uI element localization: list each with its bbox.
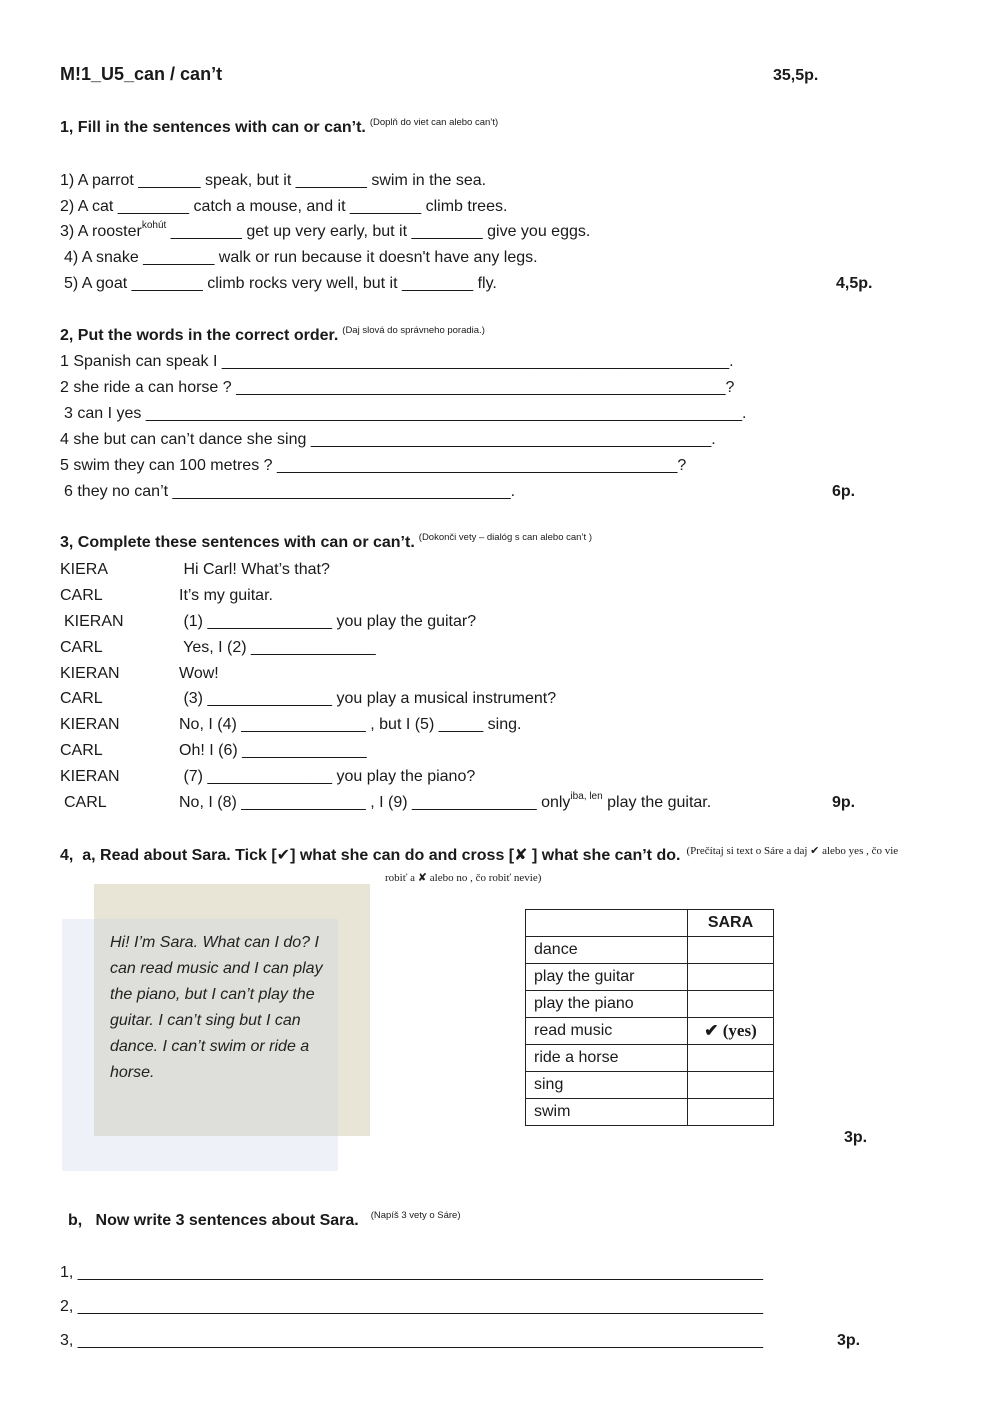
ex4b-heading	[68, 1211, 461, 1233]
dialog-speaker-7: KIERAN	[60, 716, 120, 733]
answer-cell[interactable]	[688, 991, 774, 1018]
dialog-line-7: No, I (4) ______________ , but I (5) _____ sing.	[179, 716, 522, 733]
dialog-line-10-start: No, I (8) ______________ , I (9) ______________ only	[179, 794, 571, 811]
dialog-line-10	[179, 793, 711, 815]
ex1-points: 4,5p.	[836, 275, 873, 292]
ex2-item-5: 5 swim they can 100 metres ? _____________________________________________?	[60, 457, 687, 474]
answer-line-2[interactable]: 2, _____________________________________________________________________________	[60, 1298, 763, 1315]
ex1-heading-text: 1, Fill in the sentences with can or can’t.	[60, 119, 366, 136]
dialog-speaker-2: CARL	[60, 587, 103, 604]
table-row	[526, 1099, 774, 1126]
activity-cell: dance	[526, 937, 688, 964]
ex4b-points: 3p.	[837, 1332, 861, 1349]
table-row	[526, 1018, 774, 1045]
dialog-line-6: (3) ______________ you play a musical instrument?	[179, 690, 557, 707]
ex1-item-3-note: kohút	[141, 220, 167, 231]
ex2-item-2: 2 she ride a can horse ? _______________________________________________________?	[60, 379, 735, 396]
dialog-line-8: Oh! I (6) ______________	[179, 742, 367, 759]
dialog-speaker-8: CARL	[60, 742, 103, 759]
answer-line-1[interactable]: 1, _____________________________________________________________________________	[60, 1264, 763, 1281]
ex4-points: 3p.	[844, 1129, 868, 1146]
ex1-item-5: 5) A goat ________ climb rocks very well, but it ________ fly.	[64, 275, 497, 292]
answer-cell[interactable]	[688, 964, 774, 991]
answer-cell[interactable]	[688, 1045, 774, 1072]
ex3-note: (Dokonči vety – dialóg s can alebo can’t )	[418, 532, 592, 543]
ex2-item-4: 4 she but can can’t dance she sing _____________________________________________.	[60, 431, 716, 448]
dialog-speaker-10: CARL	[64, 794, 107, 811]
ex4-note-1: (Prečítaj si text o Sáre a daj ✔ alebo yes , čo vie	[686, 845, 899, 857]
activity-cell: read music	[526, 1018, 688, 1045]
ex1-item-1: 1) A parrot _______ speak, but it ________ swim in the sea.	[60, 172, 487, 189]
ex3-points: 9p.	[832, 794, 856, 811]
dialog-line-3: (1) ______________ you play the guitar?	[179, 613, 477, 630]
table-row	[526, 964, 774, 991]
ex4b-note: (Napíš 3 vety o Sáre)	[370, 1210, 461, 1221]
dialog-speaker-4: CARL	[60, 639, 103, 656]
ex4-note-2: robiť a ✘ alebo no , čo robiť nevie)	[385, 872, 542, 884]
ex1-item-3-end: ________ get up very early, but it ________ give you eggs.	[166, 223, 591, 240]
ex3-heading	[60, 533, 592, 555]
dialog-line-2: It’s my guitar.	[179, 587, 273, 604]
ex2-heading	[60, 326, 485, 348]
ex4-heading	[60, 846, 898, 867]
dialog-line-4: Yes, I (2) ______________	[179, 639, 376, 656]
dialog-speaker-5: KIERAN	[60, 665, 120, 682]
activity-cell: ride a horse	[526, 1045, 688, 1072]
dialog-speaker-3: KIERAN	[64, 613, 124, 630]
ex1-heading	[60, 118, 498, 140]
answer-cell[interactable]	[688, 1072, 774, 1099]
dialog-speaker-6: CARL	[60, 690, 103, 707]
ex2-item-3: 3 can I yes ___________________________________________________________________.	[64, 405, 747, 422]
sara-table-corner	[526, 910, 688, 937]
ex1-item-3	[60, 222, 590, 244]
answer-line-3[interactable]: 3, _____________________________________________________________________________	[60, 1332, 763, 1349]
ex2-note: (Daj slová do správneho poradia.)	[342, 325, 485, 336]
table-row	[526, 1045, 774, 1072]
ex1-note: (Doplň do viet can alebo can’t)	[369, 117, 499, 128]
ex2-points: 6p.	[832, 483, 856, 500]
ex1-item-3-start: 3) A rooster	[60, 223, 142, 240]
total-points: 35,5p.	[773, 67, 819, 84]
page-title: M!1_U5_can / can’t	[60, 64, 223, 84]
dialog-line-10-end: play the guitar.	[602, 794, 712, 811]
sara-table	[525, 909, 774, 1126]
table-row	[526, 991, 774, 1018]
ex2-item-6: 6 they no can’t ______________________________________.	[64, 483, 516, 500]
ex3-heading-text: 3, Complete these sentences with can or can’t.	[60, 534, 415, 551]
activity-cell: swim	[526, 1099, 688, 1126]
dialog-line-5: Wow!	[179, 665, 219, 682]
answer-cell[interactable]: ✔ (yes)	[688, 1018, 774, 1045]
ex4b-heading-text: b, Now write 3 sentences about Sara.	[68, 1212, 359, 1229]
dialog-line-9: (7) ______________ you play the piano?	[179, 768, 476, 785]
dialog-speaker-1: KIERA	[60, 561, 109, 578]
activity-cell: sing	[526, 1072, 688, 1099]
sara-table-header: SARA	[688, 910, 774, 937]
ex1-item-2: 2) A cat ________ catch a mouse, and it ________ climb trees.	[60, 198, 508, 215]
dialog-line-10-note: iba, len	[570, 791, 603, 802]
table-row	[526, 937, 774, 964]
sara-table-header-row	[526, 910, 774, 937]
ex4-heading-text: 4, a, Read about Sara. Tick [✔] what she can do and cross [✘ ] what she can’t do.	[60, 847, 681, 864]
ex1-item-4: 4) A snake ________ walk or run because it doesn't have any legs.	[64, 249, 538, 266]
sara-text: Hi! I’m Sara. What can I do? I can read music and I can play the piano, but I can’t play the guitar. I can’t sing but I can dance. I can’t swim or ride a horse.	[110, 934, 323, 1081]
dialog-line-1: Hi Carl! What’s that?	[179, 561, 330, 578]
answer-cell[interactable]	[688, 1099, 774, 1126]
table-row	[526, 1072, 774, 1099]
dialog-speaker-9: KIERAN	[60, 768, 120, 785]
activity-cell: play the guitar	[526, 964, 688, 991]
answer-cell[interactable]	[688, 937, 774, 964]
ex2-heading-text: 2, Put the words in the correct order.	[60, 327, 339, 344]
ex2-item-1: 1 Spanish can speak I _________________________________________________________.	[60, 353, 734, 370]
activity-cell: play the piano	[526, 991, 688, 1018]
